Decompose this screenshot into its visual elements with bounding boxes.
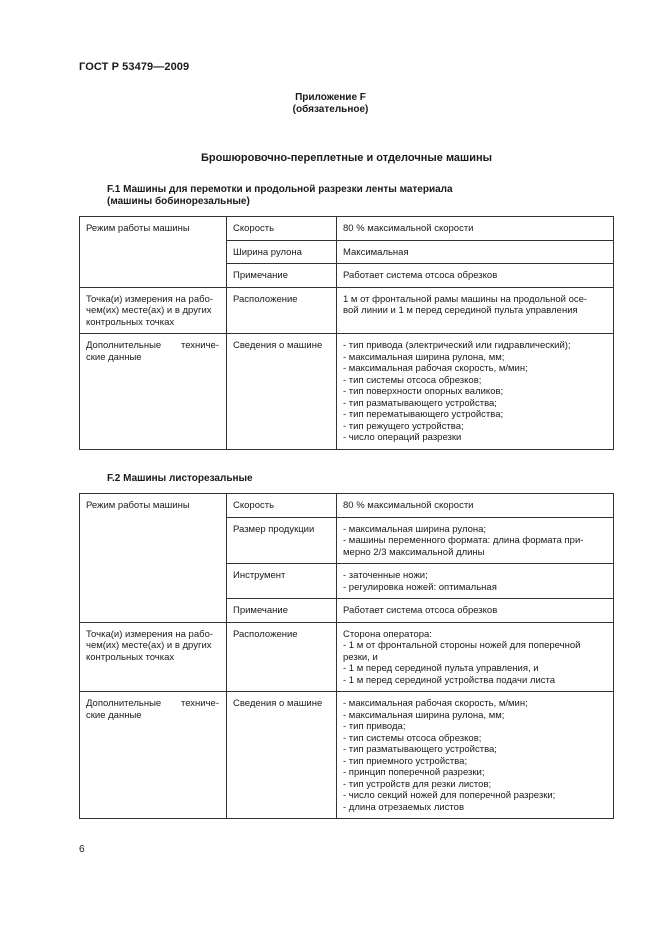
value-line: 1 м от фронтальной рамы машины на продольной осе- [343, 293, 588, 305]
table-f2 [79, 493, 614, 819]
label-line: ские данные [86, 709, 142, 721]
main-title: Брошюровочно-переплетные и отделочные машины [200, 152, 493, 164]
value-line: - 1 м перед серединой устройства подачи листа [343, 674, 556, 686]
list-item: - число секций ножей для поперечной разрезки; [343, 790, 556, 801]
list-item: - тип перематывающего устройства; [343, 409, 504, 420]
list-item: - тип разматывающего устройства; [343, 397, 497, 409]
label-line: Точка(и) измерения на рабо- [86, 628, 214, 640]
roll-width-value: Максимальная [337, 240, 614, 264]
speed-key: Скорость [227, 494, 337, 518]
label-line: Точка(и) измерения на рабо- [86, 293, 214, 305]
table-row [80, 334, 614, 450]
list-item: - тип устройств для резки листов; [343, 778, 492, 790]
label-line: чем(их) месте(ах) и в других [86, 305, 212, 316]
section-f1-title-line1: F.1 Машины для перемотки и продольной разрезки ленты материала [107, 184, 453, 195]
label-line: ские данные [86, 351, 142, 363]
machine-info-key: Сведения о машине [227, 692, 337, 819]
location-key: Расположение [227, 622, 337, 692]
measure-points-label [80, 287, 227, 334]
list-item: - тип режущего устройства; [343, 420, 464, 432]
label-line [86, 698, 219, 710]
value-line: вой линии и 1 м перед серединой пульта управления [343, 305, 578, 316]
table-f1 [79, 216, 614, 450]
list-item: - максимальная рабочая скорость, м/мин; [343, 698, 528, 709]
location-key: Расположение [227, 287, 337, 334]
list-item: - максимальная ширина рулона; [343, 523, 487, 535]
speed-key: Скорость [227, 217, 337, 241]
list-item: - максимальная рабочая скорость, м/мин; [343, 363, 528, 374]
list-item: - принцип поперечной разрезки; [343, 767, 485, 778]
section-f2-title: F.2 Машины листорезальные [107, 473, 253, 484]
list-item: - заточенные ножи; [343, 570, 428, 581]
value-line: - 1 м от фронтальной стороны ножей для поперечной [343, 640, 581, 651]
product-size-key: Размер продукции [227, 517, 337, 564]
value-line: Сторона оператора: [343, 628, 432, 640]
note-value: Работает система отсоса обрезков [337, 264, 614, 288]
location-value [337, 287, 614, 334]
tool-value [337, 564, 614, 599]
speed-value: 80 % максимальной скорости [337, 217, 614, 241]
measure-points-label [80, 622, 227, 692]
value-line: - 1 м перед серединой пульта управления, и [343, 663, 539, 674]
table-row [80, 692, 614, 819]
list-item: - максимальная ширина рулона, мм; [343, 351, 505, 363]
roll-width-key: Ширина рулона [227, 240, 337, 264]
section-f1-title-line2: (машины бобинорезальные) [107, 196, 250, 207]
label-word: техниче- [180, 698, 219, 709]
location-value [337, 622, 614, 692]
label-line [86, 340, 219, 352]
label-word: Дополнительные [86, 698, 162, 709]
mode-label: Режим работы машины [80, 494, 227, 623]
list-item: - тип системы отсоса обрезков; [343, 374, 482, 386]
value-line: резки, и [343, 651, 378, 663]
mode-label: Режим работы машины [80, 217, 227, 288]
list-item: - тип привода (электрический или гидравлический); [343, 340, 571, 351]
table-row [80, 494, 614, 518]
standard-code: ГОСТ Р 53479—2009 [79, 61, 190, 73]
machine-info-list [337, 692, 614, 819]
label-line: чем(их) месте(ах) и в других [86, 640, 212, 651]
section-f1-title [107, 184, 453, 208]
label-word: Дополнительные [86, 340, 162, 351]
list-item: - тип приемного устройства; [343, 755, 468, 767]
list-item: - регулировка ножей: оптимальная [343, 581, 497, 593]
list-item: - машины переменного формата: длина формата при- [343, 535, 584, 546]
list-item: - тип поверхности опорных валиков; [343, 386, 504, 397]
tech-data-label [80, 692, 227, 819]
list-item: - максимальная ширина рулона, мм; [343, 709, 505, 721]
list-item: - число операций разрезки [343, 432, 462, 443]
note-key: Примечание [227, 264, 337, 288]
label-line: контрольных точках [86, 651, 175, 663]
table-row [80, 217, 614, 241]
annex-subtitle: (обязательное) [292, 104, 369, 115]
page-number: 6 [79, 844, 85, 855]
machine-info-list [337, 334, 614, 450]
machine-info-key: Сведения о машине [227, 334, 337, 450]
product-size-value [337, 517, 614, 564]
list-item: - тип привода; [343, 721, 406, 732]
tech-data-label [80, 334, 227, 450]
table-row [80, 287, 614, 334]
list-item: мерно 2/3 максимальной длины [343, 546, 485, 558]
list-item: - тип системы отсоса обрезков; [343, 732, 482, 744]
list-item: - длина отрезаемых листов [343, 801, 464, 813]
label-word: техниче- [180, 340, 219, 351]
tool-key: Инструмент [227, 564, 337, 599]
note-key: Примечание [227, 599, 337, 623]
label-line: контрольных точках [86, 316, 175, 328]
list-item: - тип разматывающего устройства; [343, 744, 497, 755]
speed-value: 80 % максимальной скорости [337, 494, 614, 518]
note-value: Работает система отсоса обрезков [337, 599, 614, 623]
table-row [80, 622, 614, 692]
annex-title: Приложение F [295, 92, 366, 103]
